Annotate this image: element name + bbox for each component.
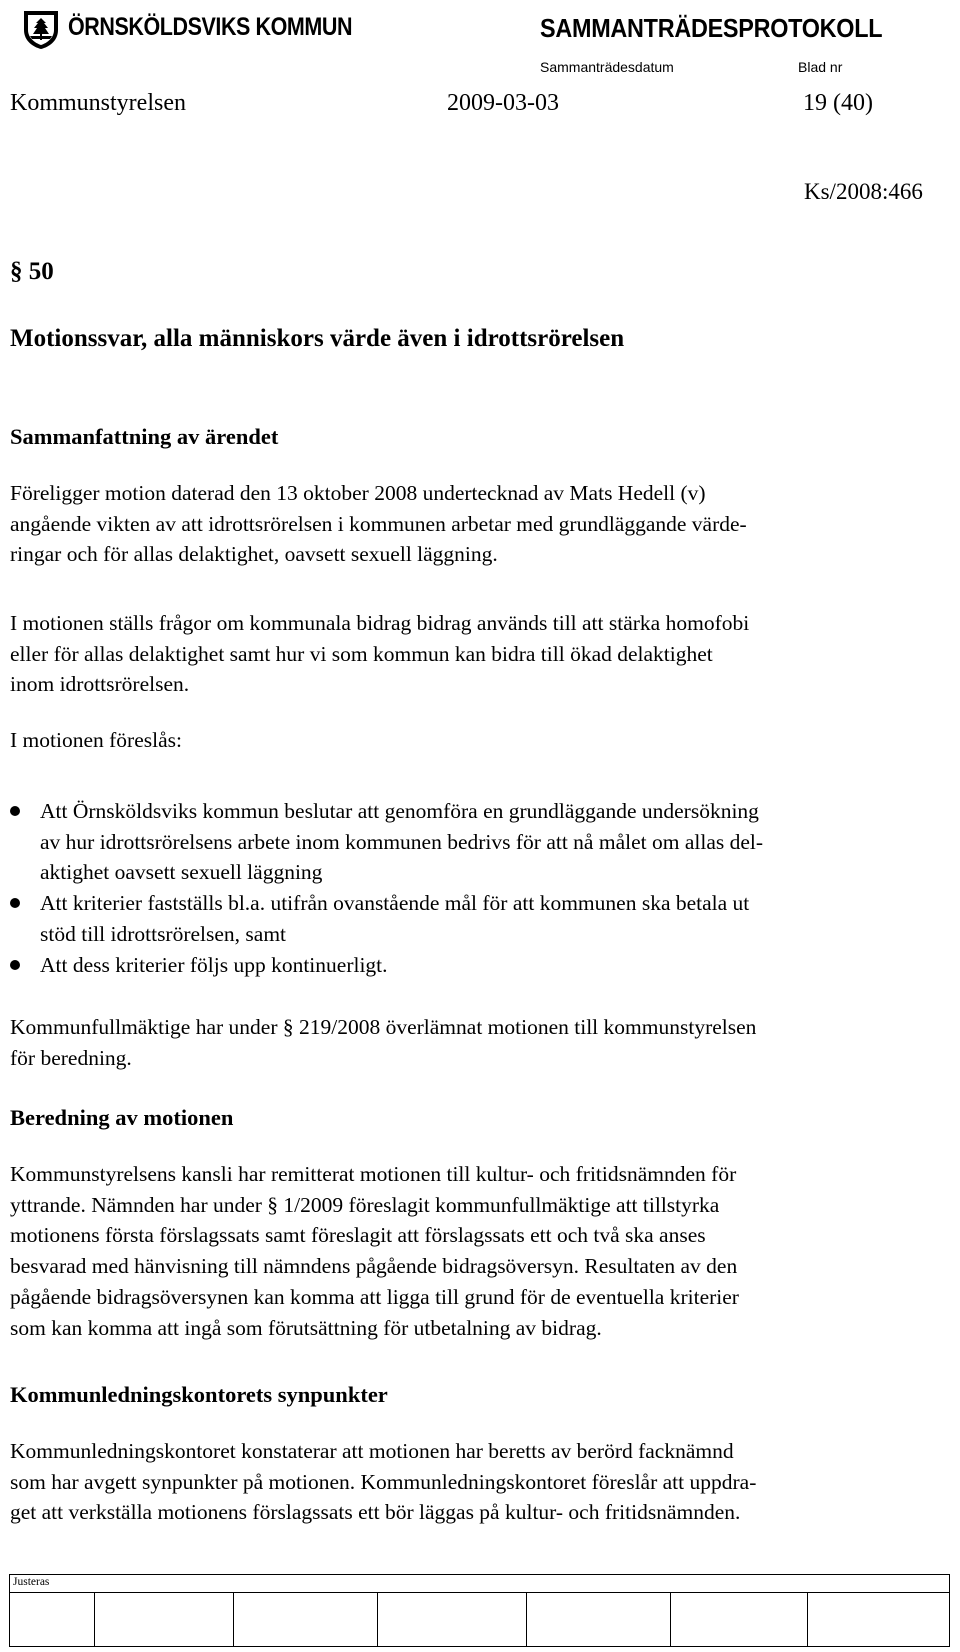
coat-of-arms-logo (20, 8, 62, 50)
beredning-paragraph (10, 1159, 940, 1343)
synpunkter-heading: Kommunledningskontorets synpunkter (10, 1382, 388, 1407)
section-number: § 50 (10, 258, 54, 285)
committee-name: Kommunstyrelsen (10, 90, 186, 116)
signature-row (10, 1592, 949, 1646)
text-line: Att dess kriterier följs upp kontinuerligt. (40, 952, 388, 977)
signature-table (9, 1574, 950, 1647)
synpunkter-paragraph (10, 1436, 940, 1528)
summary-paragraph-4 (10, 1012, 940, 1073)
text-line: stöd till idrottsrörelsen, samt (40, 921, 287, 946)
proposal-intro (10, 725, 940, 756)
text-line: ringar och för allas delaktighet, oavsett sexuell läggning. (10, 542, 498, 567)
document-type: SAMMANTRÄDESPROTOKOLL (540, 13, 883, 43)
text-line: för beredning. (10, 1045, 132, 1070)
text-line: aktighet oavsett sexuell läggning (40, 860, 323, 885)
signature-cell (377, 1593, 527, 1646)
signature-cell (526, 1593, 671, 1646)
beredning-heading: Beredning av motionen (10, 1105, 234, 1130)
section-title: Motionssvar, alla människors värde även i idrottsrörelsen (10, 325, 625, 352)
proposal-list (0, 796, 940, 980)
list-item (0, 888, 940, 949)
text-line: eller för allas delaktighet samt hur vi som kommun kan bidra till ökad delaktighet (10, 641, 713, 666)
signature-cell (670, 1593, 808, 1646)
signature-cell (94, 1593, 234, 1646)
case-number: Ks/2008:466 (804, 179, 923, 204)
text-line: Föreligger motion daterad den 13 oktober 2008 undertecknad av Mats Hedell (v) (10, 481, 706, 505)
text-line: get att verkställa motionens förslagssats ett bör läggas på kultur- och fritidsnämnden. (10, 1500, 741, 1525)
page-number-label: Blad nr (798, 59, 843, 75)
text-line: inom idrottsrörelsen. (10, 672, 190, 697)
signature-cell (10, 1593, 95, 1646)
list-item (0, 950, 940, 981)
text-line: Att Örnsköldsviks kommun beslutar att genomföra en grundläggande undersökning (40, 799, 759, 823)
signature-label: Justeras (13, 1576, 50, 1588)
page-number: 19 (40) (803, 90, 873, 116)
text-line: yttrande. Nämnden har under § 1/2009 föreslagit kommunfullmäktige att tillstyrka (10, 1192, 720, 1217)
text-line: som kan komma att ingå som förutsättning för utbetalning av bidrag. (10, 1315, 602, 1340)
text-line: Att kriterier fastställs bl.a. utifrån ovanstående mål för att kommunen ska betala ut (40, 891, 750, 916)
bullet-icon (10, 960, 20, 970)
text-line: angående vikten av att idrottsrörelsen i kommunen arbetar med grundläggande värde- (10, 511, 747, 536)
text-line: Kommunledningskontoret konstaterar att motionen har beretts av berörd facknämnd (10, 1439, 734, 1463)
signature-cell (233, 1593, 378, 1646)
meeting-date-label: Sammanträdesdatum (540, 59, 674, 75)
text-line: av hur idrottsrörelsens arbete inom kommunen bedrivs för att nå målet om allas del- (40, 829, 764, 854)
bullet-icon (10, 898, 20, 908)
organization-name: ÖRNSKÖLDSVIKS KOMMUN (68, 13, 353, 41)
text-line: Kommunstyrelsens kansli har remitterat motionen till kultur- och fritidsnämnden för (10, 1162, 737, 1186)
summary-heading: Sammanfattning av ärendet (10, 424, 279, 449)
text-line: I motionen ställs frågor om kommunala bidrag bidrag används till att stärka homofobi (10, 611, 750, 635)
meeting-date: 2009-03-03 (447, 90, 559, 116)
text-line: som har avgett synpunkter på motionen. Kommunledningskontoret föreslår att uppdra- (10, 1469, 757, 1494)
text-line: I motionen föreslås: (10, 728, 182, 752)
text-line: besvarad med hänvisning till nämndens pågående bidragsöversyn. Resultaten av den (10, 1254, 738, 1279)
text-line: Kommunfullmäktige har under § 219/2008 överlämnat motionen till kommunstyrelsen (10, 1015, 757, 1039)
text-line: pågående bidragsöversynen kan komma att ligga till grund för de eventuella kriterier (10, 1284, 739, 1309)
summary-paragraph-2 (10, 608, 940, 700)
summary-paragraph-1 (10, 478, 940, 570)
list-item (0, 796, 940, 888)
bullet-icon (10, 806, 20, 816)
text-line: motionens första förslagssats samt föreslagit att förslagssats ett och två ska anses (10, 1223, 706, 1248)
